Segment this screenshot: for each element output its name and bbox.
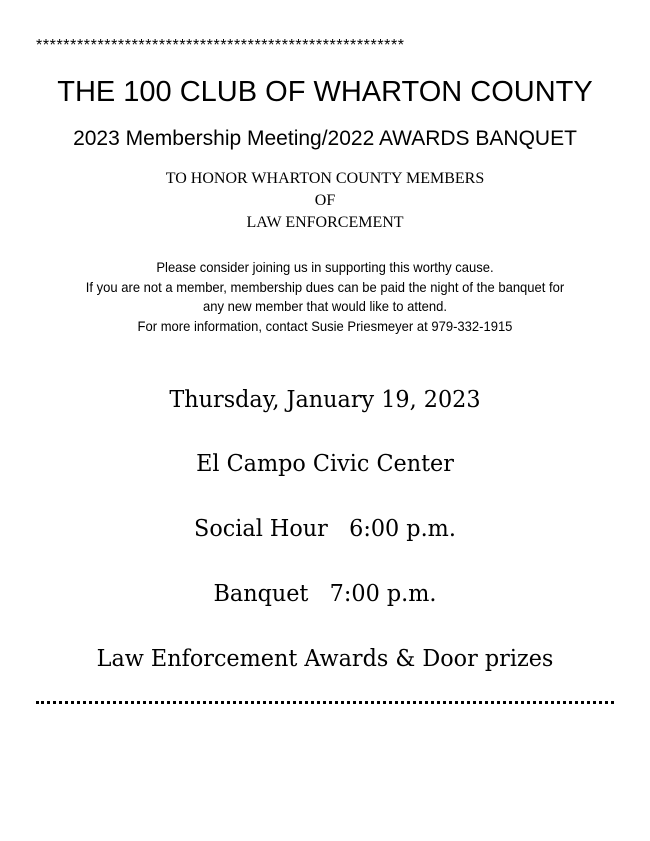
info-line-1: Please consider joining us in supporting this worthy cause. [156, 259, 494, 275]
event-subtitle: 2023 Membership Meeting/2022 AWARDS BANQUET [73, 127, 577, 150]
asterisk-divider: ****************************************************** [36, 37, 405, 54]
honor-line-1: TO HONOR WHARTON COUNTY MEMBERS [165, 170, 485, 187]
awards-line: Law Enforcement Awards & Door prizes [96, 646, 554, 672]
info-line-2: If you are not a member, membership dues can be paid the night of the banquet for [85, 279, 565, 295]
honor-line-3: LAW ENFORCEMENT [246, 214, 404, 231]
banquet-time: Banquet 7:00 p.m. [213, 581, 437, 607]
info-line-3: any new member that would like to attend. [203, 298, 447, 314]
club-title: THE 100 CLUB OF WHARTON COUNTY [57, 76, 593, 108]
event-date: Thursday, January 19, 2023 [169, 387, 481, 413]
contact-line: For more information, contact Susie Priesmeyer at 979-332-1915 [137, 318, 513, 334]
dotted-divider [36, 701, 614, 704]
honor-line-2: OF [314, 192, 336, 209]
social-hour-time: Social Hour 6:00 p.m. [194, 516, 456, 542]
event-venue: El Campo Civic Center [196, 451, 454, 477]
